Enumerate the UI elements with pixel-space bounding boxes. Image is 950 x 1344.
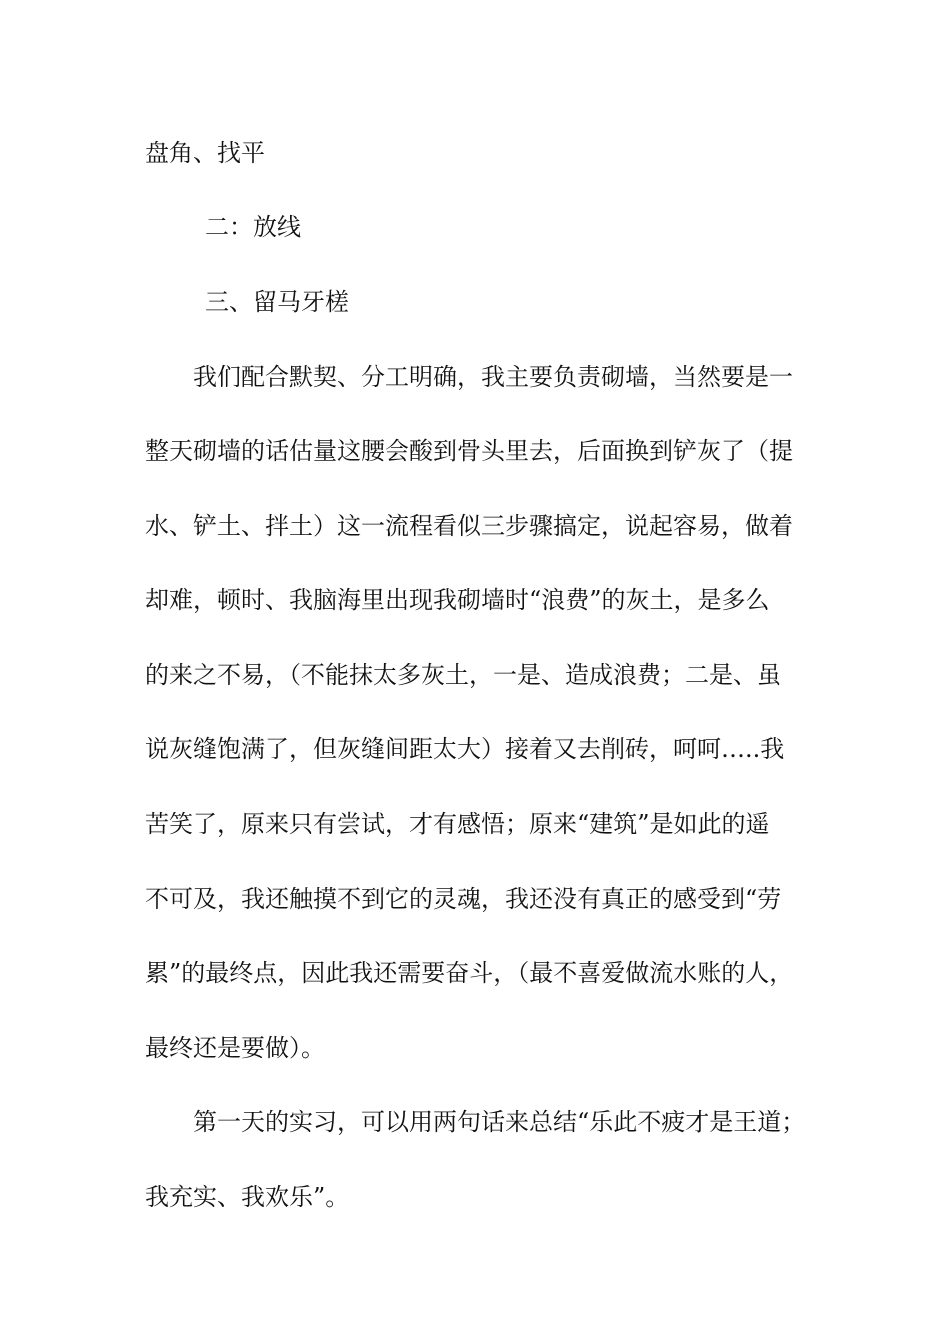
- text-line-heading-1: 盘角、找平: [145, 139, 265, 167]
- paragraph-1-line-10: 最终还是要做）。: [145, 1034, 325, 1062]
- paragraph-1-line-5: 的来之不易，（不能抹太多灰土，一是、造成浪费；二是、虽: [145, 661, 781, 689]
- paragraph-2-line-2: 我充实、我欢乐”。: [145, 1183, 350, 1211]
- paragraph-1-line-9: 累”的最终点，因此我还需要奋斗，（最不喜爱做流水账的人，: [145, 959, 794, 987]
- paragraph-2-line-1: 第一天的实习，可以用两句话来总结“乐此不疲才是王道；: [193, 1108, 806, 1136]
- paragraph-1-line-2: 整天砌墙的话估量这腰会酸到骨头里去，后面换到铲灰了（提: [145, 437, 793, 465]
- paragraph-1-line-8: 不可及，我还触摸不到它的灵魂，我还没有真正的感受到“劳: [145, 885, 782, 913]
- paragraph-1-line-3: 水、铲土、拌土）这一流程看似三步骤搞定，说起容易，做着: [145, 512, 793, 540]
- text-line-heading-2: 二：放线: [205, 213, 301, 241]
- text-line-heading-3: 三、留马牙槎: [205, 288, 349, 316]
- paragraph-1-line-7: 苦笑了，原来只有尝试，才有感悟；原来“建筑”是如此的遥: [145, 810, 770, 838]
- paragraph-1-line-4: 却难，顿时、我脑海里出现我砌墙时“浪费”的灰土，是多么: [145, 586, 770, 614]
- paragraph-1-line-6: 说灰缝饱满了，但灰缝间距太大）接着又去削砖，呵呵…..我: [145, 735, 785, 763]
- paragraph-1-line-1: 我们配合默契、分工明确，我主要负责砌墙，当然要是一: [193, 363, 793, 391]
